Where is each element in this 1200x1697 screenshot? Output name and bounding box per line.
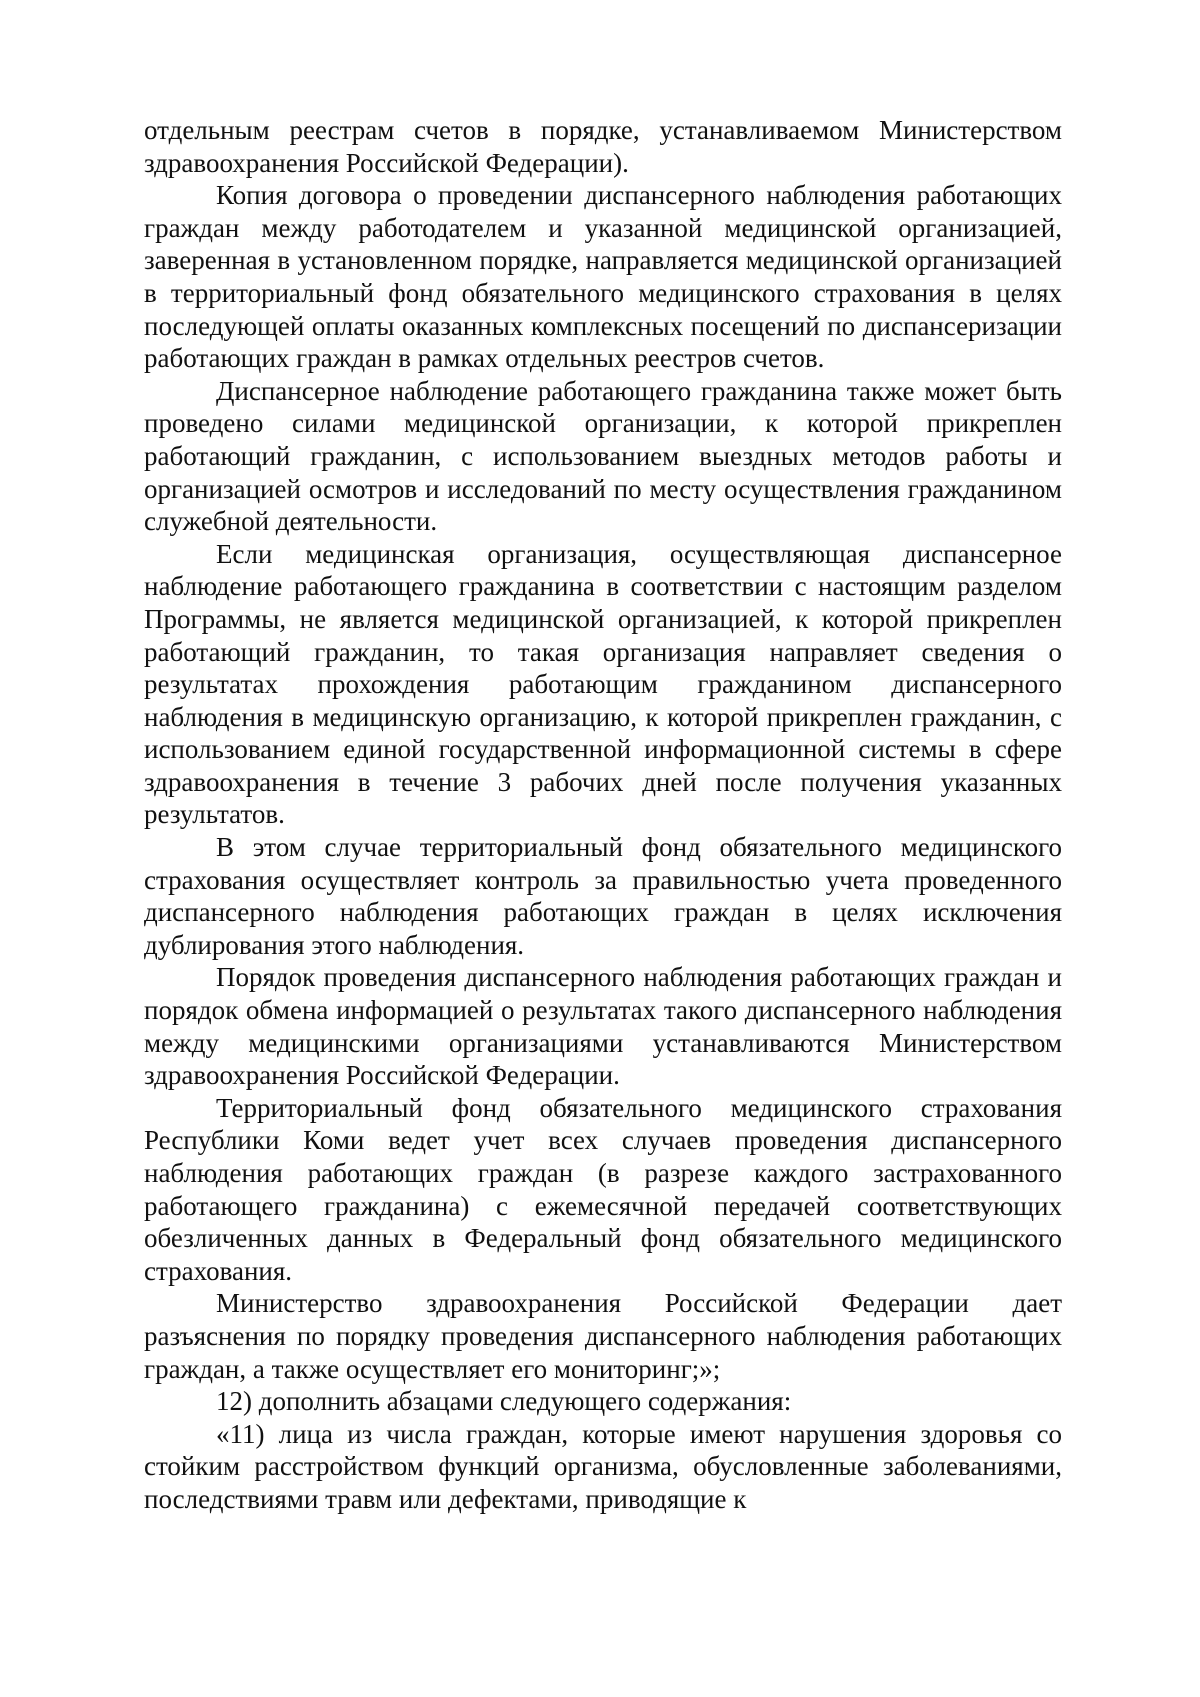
- paragraph-8: Министерство здравоохранения Российской Федерации дает разъяснения по порядку проведения диспансерного наблюдения работающих граждан, а также осуществляет его мониторинг;»;: [144, 1288, 1062, 1384]
- paragraph-9: 12) дополнить абзацами следующего содержания:: [216, 1386, 792, 1417]
- paragraph-7: Территориальный фонд обязательного медицинского страхования Республики Коми ведет учет всех случаев проведения диспансерного наблюдения работающих граждан (в разрезе каждого застрахованного работающего гражданина) с ежемесячной передачей соответствующих обезличенных данных в Федеральный фонд обязательного медицинского страхования.: [144, 1092, 1062, 1286]
- paragraph-1: отдельным реестрам счетов в порядке, устанавливаемом Министерством здравоохранения Российской Федерации).: [144, 115, 1062, 178]
- paragraph-2: Копия договора о проведении диспансерного наблюдения работающих граждан между работодателем и указанной медицинской организацией, заверенная в установленном порядке, направляется медицинской организацией в территориальный фонд обязательного медицинского страхования в целях последующей оплаты оказанных комплексных посещений по диспансеризации работающих граждан в рамках отдельных реестров счетов.: [144, 180, 1062, 374]
- paragraph-10: «11) лица из числа граждан, которые имеют нарушения здоровья со стойким расстройством функций организма, обусловленные заболеваниями, последствиями травм или дефектами, приводящие к: [144, 1418, 1062, 1514]
- document-page: [144, 114, 1062, 1516]
- paragraph-5: В этом случае территориальный фонд обязательного медицинского страхования осуществляет контроль за правильностью учета проведенного диспансерного наблюдения работающих граждан в целях исключения дублирования этого наблюдения.: [144, 832, 1062, 960]
- paragraph-6: Порядок проведения диспансерного наблюдения работающих граждан и порядок обмена информацией о результатах такого диспансерного наблюдения между медицинскими организациями устанавливаются Министерством здравоохранения Российской Федерации.: [144, 962, 1062, 1091]
- paragraph-3: Диспансерное наблюдение работающего гражданина также может быть проведено силами медицинской организации, к которой прикреплен работающий гражданин, с использованием выездных методов работы и организацией осмотров и исследований по месту осуществления гражданином служебной деятельности.: [144, 375, 1062, 537]
- paragraph-4: Если медицинская организация, осуществляющая диспансерное наблюдение работающего гражданина в соответствии с настоящим разделом Программы, не является медицинской организацией, к которой прикреплен работающий гражданин, то такая организация направляет сведения о результатах прохождения работающим гражданином диспансерного наблюдения в медицинскую организацию, к которой прикреплен гражданин, с использованием единой государственной информационной системы в сфере здравоохранения в течение 3 рабочих дней после получения указанных результатов.: [144, 538, 1062, 830]
